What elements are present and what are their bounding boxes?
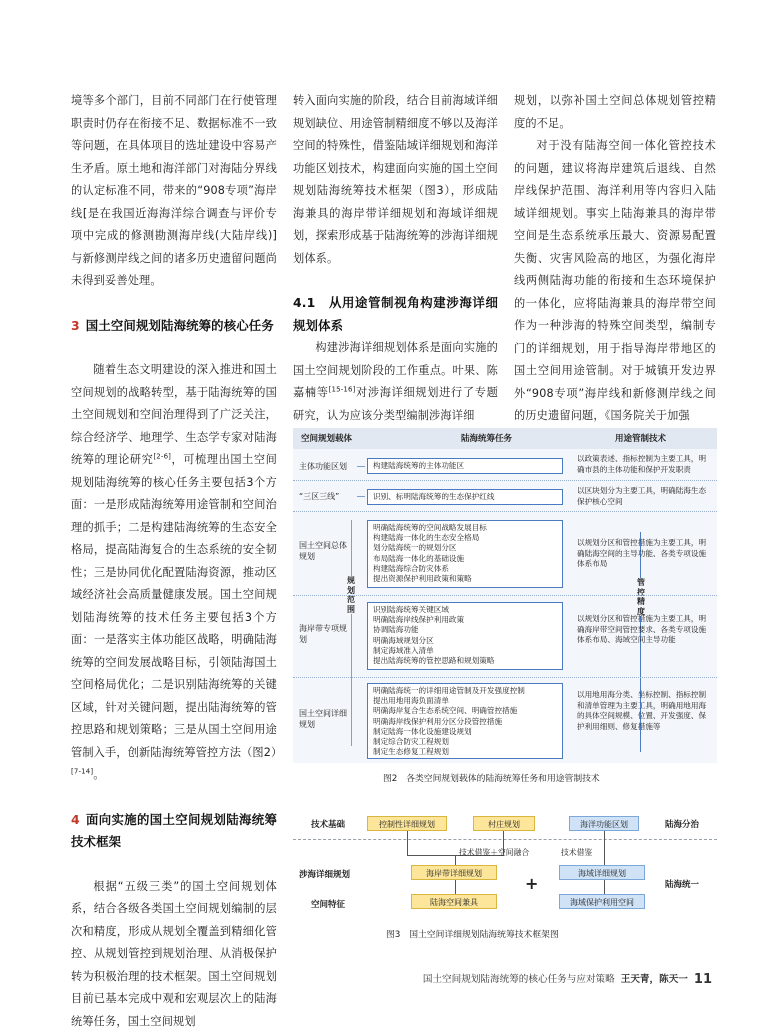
- row-label: 国土空间详细规划: [299, 708, 347, 730]
- paragraph: 对于没有陆海空间一体化管控技术的问题，建议将海岸建筑后退线、自然岸线保护范围、海洋利用等内容归入陆域详细规划。事实上陆海兼具的海岸带空间是生态系统承压最大、资源易配置失衡、灾害风险高的地区，为强化海岸线两侧陆海功能的衔接和生态环境保护的一体化，应将陆海兼具的海岸带空间作为一种涉海的特殊空间类型，编制专门的详细规划，用于指导海岸带地区的国土空间用途管制。对于城镇开发边界外“908专项”海岸线和新修测岸线之间的历史遗留问题，《国务院关于加强: [514, 135, 716, 428]
- header-carrier: 空间规划载体: [301, 432, 352, 444]
- task-item: 明确陆海统一的详细用途管制及开发强度控制: [373, 686, 557, 696]
- page-footer: [423, 971, 712, 987]
- figure-header: [293, 428, 717, 449]
- connector: [604, 880, 605, 894]
- task-item: 划分陆海统一的规划分区: [373, 543, 557, 553]
- task-item: 制定海域准入清单: [373, 646, 557, 656]
- row-label: 主体功能区划: [299, 461, 347, 472]
- task-item: 识别陆海统筹关键区域: [373, 605, 557, 615]
- row-label: 国土空间总体规划: [299, 540, 347, 562]
- task-item: 制定陆海一体化设施建设规划: [373, 727, 557, 737]
- footer-authors: 王天青，陈天一: [621, 974, 688, 985]
- box-village-plan: 村庄规划: [473, 816, 535, 831]
- column-1: [71, 90, 277, 1033]
- subsection-heading-4-1: 4.1 从用途管制视角构建涉海详细规划体系: [293, 292, 498, 337]
- row-label: 空间特征: [311, 898, 345, 910]
- figure-2-caption: 图2 各类空间规划载体的陆海统筹任务和用途管制技术: [383, 771, 600, 784]
- task-item: 识别、标明陆海统筹的生态保护红线: [373, 492, 557, 502]
- citation: [7-14]: [71, 767, 93, 775]
- row-label: 涉海详细规划: [299, 868, 350, 880]
- connector: [357, 496, 365, 497]
- tech-description: 以规划分区和管控措施为主要工具，明确陆海空间的主导功能、各类专项设施体系布局: [577, 538, 713, 570]
- figure-3-caption: 图3 国土空间详细规划陆海统筹技术框架图: [386, 927, 559, 940]
- paragraph: 随着生态文明建设的深入推进和国土空间规划的战略转型，基于陆海统筹的国土空间规划和空间治理得到了广泛关注，综合经济学、地理学、生态学专家对陆海统筹的理论研究[2-6]，可梳理出国土空间规划陆海统筹的核心任务主要包括3个方面：一是形成陆海统筹用途管制和空间治理的抓手；二是构建陆海统筹的生态安全格局，提高陆海复合的生态系统的安全韧性；三是协同优化配置陆海资源，推动区域经济社会高质量健康发展。国土空间规划陆海统筹的技术任务主要包括3个方面：一是落实主体功能区战略，明确陆海统筹的空间发展战略目标，引领陆海国土空间格局优化；二是识别陆海统筹的关键区域，针对关键问题，提出陆海统筹的管控思路和规划策略；三是从国土空间用途管制入手，创新陆海统筹管控方法（图2）[7-14]。: [71, 359, 277, 787]
- box-marine-zoning: 海洋功能区划: [569, 816, 639, 831]
- column-2: [293, 90, 498, 427]
- box-marine-detailed-plan: 海域详细规划: [559, 865, 645, 880]
- arrow-label: 技术借鉴: [561, 847, 592, 858]
- task-box: [367, 458, 563, 474]
- section-title: 国土空间规划陆海统筹的核心任务: [86, 318, 274, 333]
- paragraph: 规划，以弥补国土空间总体规划管控精度的不足。: [514, 90, 716, 135]
- row-separator: [293, 677, 717, 678]
- task-item: 明确海岸复合生态系统空间、明确管控措施: [373, 706, 557, 716]
- task-item: 明确海岸线保护利用分区分段管控措施: [373, 717, 557, 727]
- footer-title: 国土空间规划陆海统筹的核心任务与应对策略: [423, 974, 615, 985]
- divider: [293, 839, 717, 840]
- connector: [604, 831, 605, 865]
- page-number: 11: [694, 972, 712, 987]
- row-separator: [293, 511, 717, 512]
- section-title: 面向实施的国土空间规划陆海统筹技术框架: [71, 812, 277, 850]
- task-item: 构建陆海综合防灾体系: [373, 564, 557, 574]
- arrow-label: 技术借鉴＋空间融合: [459, 847, 529, 858]
- right-label: 陆海统一: [665, 878, 699, 890]
- section-number: 4: [71, 812, 80, 827]
- paragraph: 转入面向实施的阶段，结合目前海域详细规划缺位、用途管制精细度不够以及海洋空间的特殊性，借鉴陆域详细规划和海洋功能区划技术，构建面向实施的国土空间规划陆海统筹技术框架（图3），形成陆海兼具的海岸带详细规划和海域详细规划，探索形成基于陆海统筹的涉海详细规划体系。: [293, 90, 498, 270]
- box-coastal-detailed-plan: 海岸带详细规划: [411, 865, 497, 880]
- task-item: 明确海域规划分区: [373, 636, 557, 646]
- scope-axis: [351, 520, 352, 746]
- section-heading-4: [71, 809, 277, 854]
- task-item: 明确陆海岸线保护利用政策: [373, 615, 557, 625]
- tech-description: 以用地用海分类、坐标控制、指标控制和清单管理为主要工具，明确用地用海的具体空间规模、位置、开发强度、保护利用细则、修复措施等: [577, 690, 713, 732]
- connector: [357, 466, 365, 467]
- row-separator: [293, 480, 717, 481]
- task-item: 布局陆海一体化的基础设施: [373, 554, 557, 564]
- row-label: 海岸带专项规划: [299, 623, 347, 645]
- connector: [407, 831, 408, 855]
- row-label: 技术基础: [311, 818, 345, 830]
- section-heading-3: [71, 315, 277, 338]
- header-tech: 用途管制技术: [615, 432, 666, 444]
- task-item: 明确陆海统筹的空间战略发展目标: [373, 523, 557, 533]
- box-land-sea-space: 陆海空间兼具: [411, 894, 497, 909]
- paragraph: 构建涉海详细规划体系是面向实施的国土空间规划阶段的工作重点。叶果、陈嘉楠等[15-16]对涉海详细规划进行了专题研究，认为应该分类型编制涉海详细: [293, 337, 498, 427]
- task-box: [367, 683, 563, 759]
- task-item: 构建陆海一体化的生态安全格局: [373, 533, 557, 543]
- section-number: 3: [71, 318, 80, 333]
- tech-description: 以政策表述、指标控制为主要工具，明确市县的主体功能和保护开发职责: [577, 454, 713, 475]
- task-item: 制定综合防灾工程规划: [373, 737, 557, 747]
- task-box: [367, 520, 563, 588]
- precision-label: 管控精度: [636, 578, 646, 616]
- box-regulatory-plan: 控制性详细规划: [367, 816, 447, 831]
- header-tasks: 陆海统筹任务: [461, 432, 512, 444]
- task-item: 构建陆海统筹的主体功能区: [373, 461, 557, 471]
- row-separator: [293, 595, 717, 596]
- paragraph: 境等多个部门，目前不同部门在行使管理职责时仍存在衔接不足、数据标准不一致等问题，在具体项目的选址建设中容易产生矛盾。原土地和海洋部门对海陆分界线的认定标准不同，带来的“908专项”海岸线[是在我国近海海洋综合调查与评价专项中完成的修测勘测海岸线(大陆岸线)]与新修测岸线之间的诸多历史遗留问题尚未得到妥善处理。: [71, 90, 277, 293]
- scope-label: 规划范围: [346, 576, 356, 614]
- connector: [455, 880, 456, 894]
- task-item: 提出用地用海负面清单: [373, 696, 557, 706]
- task-item: 制定生态修复工程规划: [373, 747, 557, 757]
- paragraph: 根据“五级三类”的国土空间规划体系，结合各级各类国土空间规划编制的层次和精度，形成从规划全覆盖到精细化管控、从规划管控到规划治理、从消极保护转为积极治理的技术框架。国土空间规划目前已基本完成中观和宏观层次上的陆海统筹任务，国土空间规划: [71, 876, 277, 1033]
- plus-sign: +: [525, 874, 538, 893]
- right-label: 陆海分治: [665, 818, 699, 830]
- task-item: 协调陆海功能: [373, 625, 557, 635]
- column-3: [514, 90, 716, 428]
- box-marine-space: 海域保护利用空间: [559, 894, 645, 909]
- task-item: 提出陆海统筹的管控思路和规划策略: [373, 656, 557, 666]
- citation: [15-16]: [329, 385, 356, 393]
- citation: [2-6]: [153, 452, 171, 460]
- task-box: [367, 489, 563, 505]
- tech-description: 以规划分区和管控措施为主要工具，明确海岸带空间管控要求、各类专项设施体系布局、海域空间主导功能: [577, 614, 713, 646]
- tech-description: 以区块划分为主要工具，明确陆海生态保护核心空间: [577, 486, 713, 507]
- task-box: [367, 602, 563, 670]
- connector: [455, 855, 456, 865]
- figure-2: [293, 428, 717, 763]
- task-item: 提出资源保护利用政策和策略: [373, 574, 557, 584]
- row-label: “三区三线”: [299, 491, 339, 502]
- figure-3: [293, 812, 717, 922]
